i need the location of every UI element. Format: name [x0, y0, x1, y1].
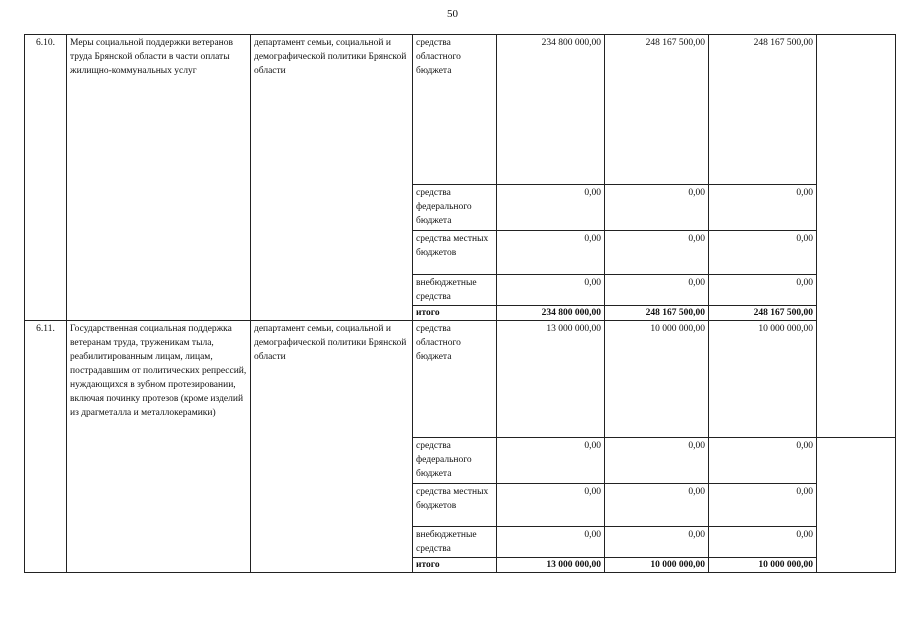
- total-label: итого: [413, 558, 497, 573]
- total-year-3: 10 000 000,00: [709, 558, 817, 573]
- amount-year-2: 0,00: [605, 484, 709, 527]
- table-row: [25, 35, 896, 185]
- amount-year-1: 0,00: [497, 275, 605, 306]
- budget-table: [24, 34, 896, 573]
- page-number: 50: [447, 8, 458, 20]
- item-title: Меры социальной поддержки ветеранов труда Брянской области в части оплаты жилищно-коммунальных услуг: [67, 35, 251, 321]
- item-number: 6.11.: [25, 321, 67, 573]
- item-number: 6.10.: [25, 35, 67, 321]
- amount-year-1: 0,00: [497, 484, 605, 527]
- amount-year-2: 0,00: [605, 275, 709, 306]
- amount-year-1: 0,00: [497, 438, 605, 484]
- amount-year-1: 234 800 000,00: [497, 35, 605, 185]
- notes-cell: [817, 35, 896, 438]
- total-year-2: 248 167 500,00: [605, 306, 709, 321]
- amount-year-2: 248 167 500,00: [605, 35, 709, 185]
- amount-year-3: 10 000 000,00: [709, 321, 817, 438]
- amount-year-1: 0,00: [497, 527, 605, 558]
- amount-year-3: 0,00: [709, 275, 817, 306]
- item-department: департамент семьи, социальной и демографической политики Брянской области: [251, 35, 413, 321]
- funding-source: средства местных бюджетов: [413, 231, 497, 275]
- funding-source: средства местных бюджетов: [413, 484, 497, 527]
- amount-year-3: 248 167 500,00: [709, 35, 817, 185]
- total-label: итого: [413, 306, 497, 321]
- item-department: департамент семьи, социальной и демографической политики Брянской области: [251, 321, 413, 573]
- amount-year-3: 0,00: [709, 438, 817, 484]
- notes-cell: [817, 438, 896, 573]
- funding-source: внебюджетные средства: [413, 275, 497, 306]
- funding-source: средства областного бюджета: [413, 321, 497, 438]
- amount-year-2: 0,00: [605, 185, 709, 231]
- amount-year-1: 0,00: [497, 185, 605, 231]
- amount-year-3: 0,00: [709, 527, 817, 558]
- amount-year-3: 0,00: [709, 185, 817, 231]
- total-year-1: 13 000 000,00: [497, 558, 605, 573]
- amount-year-2: 0,00: [605, 438, 709, 484]
- table-row: [25, 321, 896, 438]
- total-year-2: 10 000 000,00: [605, 558, 709, 573]
- total-year-3: 248 167 500,00: [709, 306, 817, 321]
- amount-year-2: 0,00: [605, 527, 709, 558]
- funding-source: средства федерального бюджета: [413, 438, 497, 484]
- amount-year-1: 13 000 000,00: [497, 321, 605, 438]
- total-year-1: 234 800 000,00: [497, 306, 605, 321]
- funding-source: средства областного бюджета: [413, 35, 497, 185]
- item-title: Государственная социальная поддержка ветеранам труда, труженикам тыла, реабилитированным лицам, лицам, пострадавшим от политических репрессий, нуждающихся в зубном протезировании, включая починку протезов (кроме изделий из драгметалла и металлокерамики): [67, 321, 251, 573]
- amount-year-3: 0,00: [709, 231, 817, 275]
- amount-year-3: 0,00: [709, 484, 817, 527]
- amount-year-1: 0,00: [497, 231, 605, 275]
- funding-source: средства федерального бюджета: [413, 185, 497, 231]
- amount-year-2: 10 000 000,00: [605, 321, 709, 438]
- funding-source: внебюджетные средства: [413, 527, 497, 558]
- amount-year-2: 0,00: [605, 231, 709, 275]
